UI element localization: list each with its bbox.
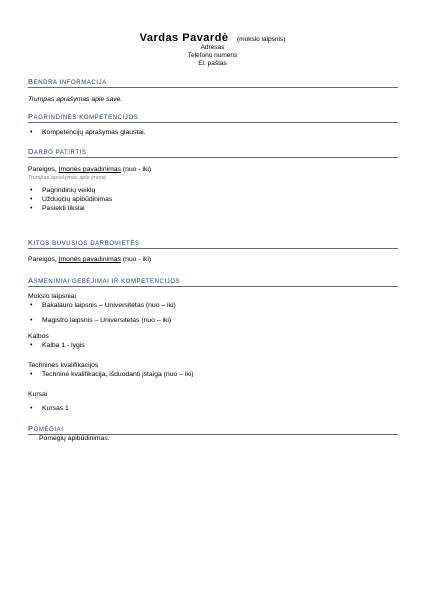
address: Adresas	[200, 44, 225, 51]
courses-label: Kursai	[28, 391, 48, 398]
tech-label: Techninės kvalifikacijos	[28, 362, 99, 369]
section-title-competences: PAGRINDINĖS KOMPETENCIJOS	[28, 112, 398, 123]
list-item: • Bakalauro laipsnis – Universitetas (nuo – iki)	[30, 302, 176, 309]
company-name: Įmonės pavadinimas	[58, 256, 121, 263]
phone-number: Telefono numeris	[187, 52, 238, 59]
section-title-other-jobs: KITOS BUVUSIOS DARBOVIETĖS	[28, 238, 398, 249]
section-title-general: BENDRA INFORMACIJA	[28, 77, 398, 88]
degree-note: (mokslo laipsnis)	[237, 36, 286, 43]
company-name: Įmonės pavadinimas	[58, 166, 121, 173]
list-item: • Pagrindinių veiklų	[30, 187, 96, 194]
full-name: Vardas Pavardė	[139, 32, 229, 44]
bullet-icon: •	[30, 196, 33, 203]
experience-position-line: Pareigos, Įmonės pavadinimas (nuo - iki)	[28, 166, 152, 173]
company-note: Trumpas aprašymas apie įmonę	[28, 175, 107, 181]
list-item: • Kompetencijų aprašymas glaustai.	[30, 129, 146, 136]
degrees-label: Mokslo laipsniai	[28, 293, 76, 300]
bullet-icon: •	[30, 371, 33, 378]
other-job-position-line: Pareigos, Įmonės pavadinimas (nuo - iki)	[28, 256, 152, 263]
section-title-skills: ASMENINIAI GEBĖJIMAI IR KOMPETENCIJOS	[28, 276, 398, 287]
summary-text: Trumpas aprašymas apie save.	[28, 96, 123, 103]
list-item: • Kursas 1	[30, 405, 69, 412]
languages-label: Kalbos	[28, 333, 49, 340]
bullet-icon: •	[30, 302, 33, 309]
bullet-icon: •	[30, 317, 33, 324]
list-item: • Techninė kvalifikacija, išduodanti įstaiga (nuo – iki)	[30, 371, 194, 378]
bullet-icon: •	[30, 342, 33, 349]
bullet-icon: •	[30, 205, 33, 212]
bullet-icon: •	[30, 405, 33, 412]
hobbies-text: Pomėgių apibūdinimas.	[39, 435, 110, 442]
list-item: • Pasiekti tikslai	[30, 205, 85, 212]
section-title-hobbies: POMĖGIAI	[28, 424, 398, 435]
list-item: • Užduočių apibūdinimas	[30, 196, 113, 203]
bullet-icon: •	[30, 187, 33, 194]
section-title-experience: DARBO PATIRTIS	[28, 147, 398, 158]
list-item: • Magistro laipsnis – Universitetas (nuo – iki)	[30, 317, 172, 324]
bullet-icon: •	[30, 129, 33, 136]
list-item: • Kalba 1 - lygis	[30, 342, 85, 349]
email: El. paštas	[198, 60, 227, 67]
